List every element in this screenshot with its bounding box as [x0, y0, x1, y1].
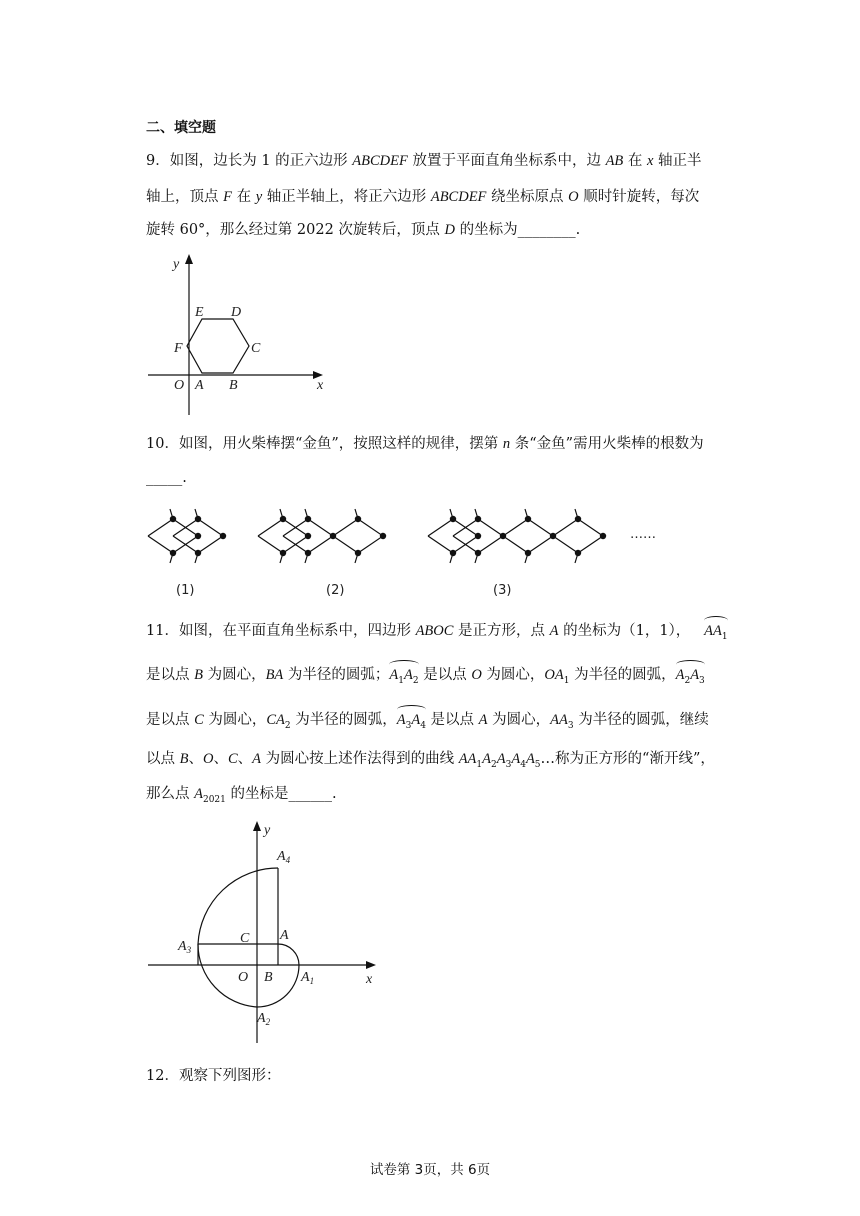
- svg-text:x: x: [366, 972, 373, 987]
- figure-label-1: (1): [176, 583, 195, 598]
- arc-a-a1: [278, 944, 299, 965]
- svg-text:x: x: [317, 378, 324, 393]
- goldfish-1: [148, 509, 226, 563]
- svg-text:B: B: [264, 970, 273, 985]
- q11-involute-figure: [140, 815, 390, 1047]
- q9-line-3: 旋转 60°，那么经过第 2022 次旋转后，顶点 D 的坐标为________.: [146, 222, 581, 238]
- svg-text:B: B: [229, 378, 238, 393]
- q12-line-1: 12．观察下列图形：: [146, 1068, 281, 1084]
- q9-line-2: 轴上，顶点 F 在 y 轴正半轴上，将正六边形 ABCDEF 绕坐标原点 O 顺时针旋转，每次: [146, 189, 700, 205]
- svg-text:C: C: [251, 341, 261, 356]
- svg-text:F: F: [174, 341, 183, 356]
- svg-text:O: O: [174, 378, 185, 393]
- q11-line-1: 11．如图，在平面直角坐标系中，四边形 ABOC 是正方形，点 A 的坐标为（1，1）， $AA_1$: [146, 621, 728, 647]
- svg-text:A2: $A_2$: [257, 1011, 271, 1027]
- q10-goldfish-figure: [140, 498, 700, 606]
- goldfish-2: [258, 509, 386, 563]
- svg-text:E: E: [195, 305, 204, 320]
- q10-line-1: 10．如图，用火柴棒摆“金鱼”，按照这样的规律，摆第 n 条“金鱼”需用火柴棒的根数为: [146, 436, 704, 452]
- goldfish-3: [428, 509, 606, 563]
- svg-text:y: y: [264, 823, 271, 838]
- svg-text:A: A: [195, 378, 204, 393]
- section-title: 二、填空题: [146, 120, 216, 136]
- svg-text:O: O: [238, 970, 249, 985]
- arc-a3-a4: [198, 868, 278, 944]
- svg-text:C: C: [240, 931, 250, 946]
- svg-text:A3: $A_3$: [178, 939, 192, 955]
- hexagon-shape: [187, 319, 249, 373]
- q11-line-2: 是以点 B 为圆心，BA 为半径的圆弧；$A_1A_2$ 是以点 O 为圆心，$OA_1$ 为半径的圆弧，$A_2A_3$: [146, 665, 705, 691]
- svg-text:A4: $A_4$: [277, 849, 291, 865]
- arc-a2-a3: [198, 944, 257, 1007]
- svg-text:A1: $A_1$: [301, 970, 315, 986]
- q9-line-1: 9．如图，边长为 1 的正六边形 ABCDEF 放置于平面直角坐标系中，边 AB 在 x 轴正半: [146, 153, 702, 169]
- svg-text:y: y: [173, 257, 180, 272]
- figure-label-3: (3): [493, 583, 512, 598]
- svg-text:A: A: [280, 928, 289, 943]
- q10-line-2: _____.: [146, 470, 187, 486]
- svg-text:D: D: [231, 305, 242, 320]
- continuation-dots: ……: [630, 527, 656, 542]
- q9-hexagon-figure: [140, 250, 340, 420]
- q11-line-4: 以点 B、O、C、A 为圆心按上述作法得到的曲线 $AA_1A_2A_3A_4A_5\dots$称为正方形的“渐开线”，: [146, 751, 715, 770]
- page-footer: 试卷第 3页，共 6页: [369, 1162, 491, 1178]
- q11-line-5: 那么点 $A_{2021}$ 的坐标是______.: [146, 786, 337, 805]
- q11-line-3: 是以点 C 为圆心，$CA_2$ 为半径的圆弧，$A_3A_4$ 是以点 A 为圆心，$AA_3$ 为半径的圆弧，继续: [146, 710, 709, 736]
- figure-label-2: (2): [326, 583, 345, 598]
